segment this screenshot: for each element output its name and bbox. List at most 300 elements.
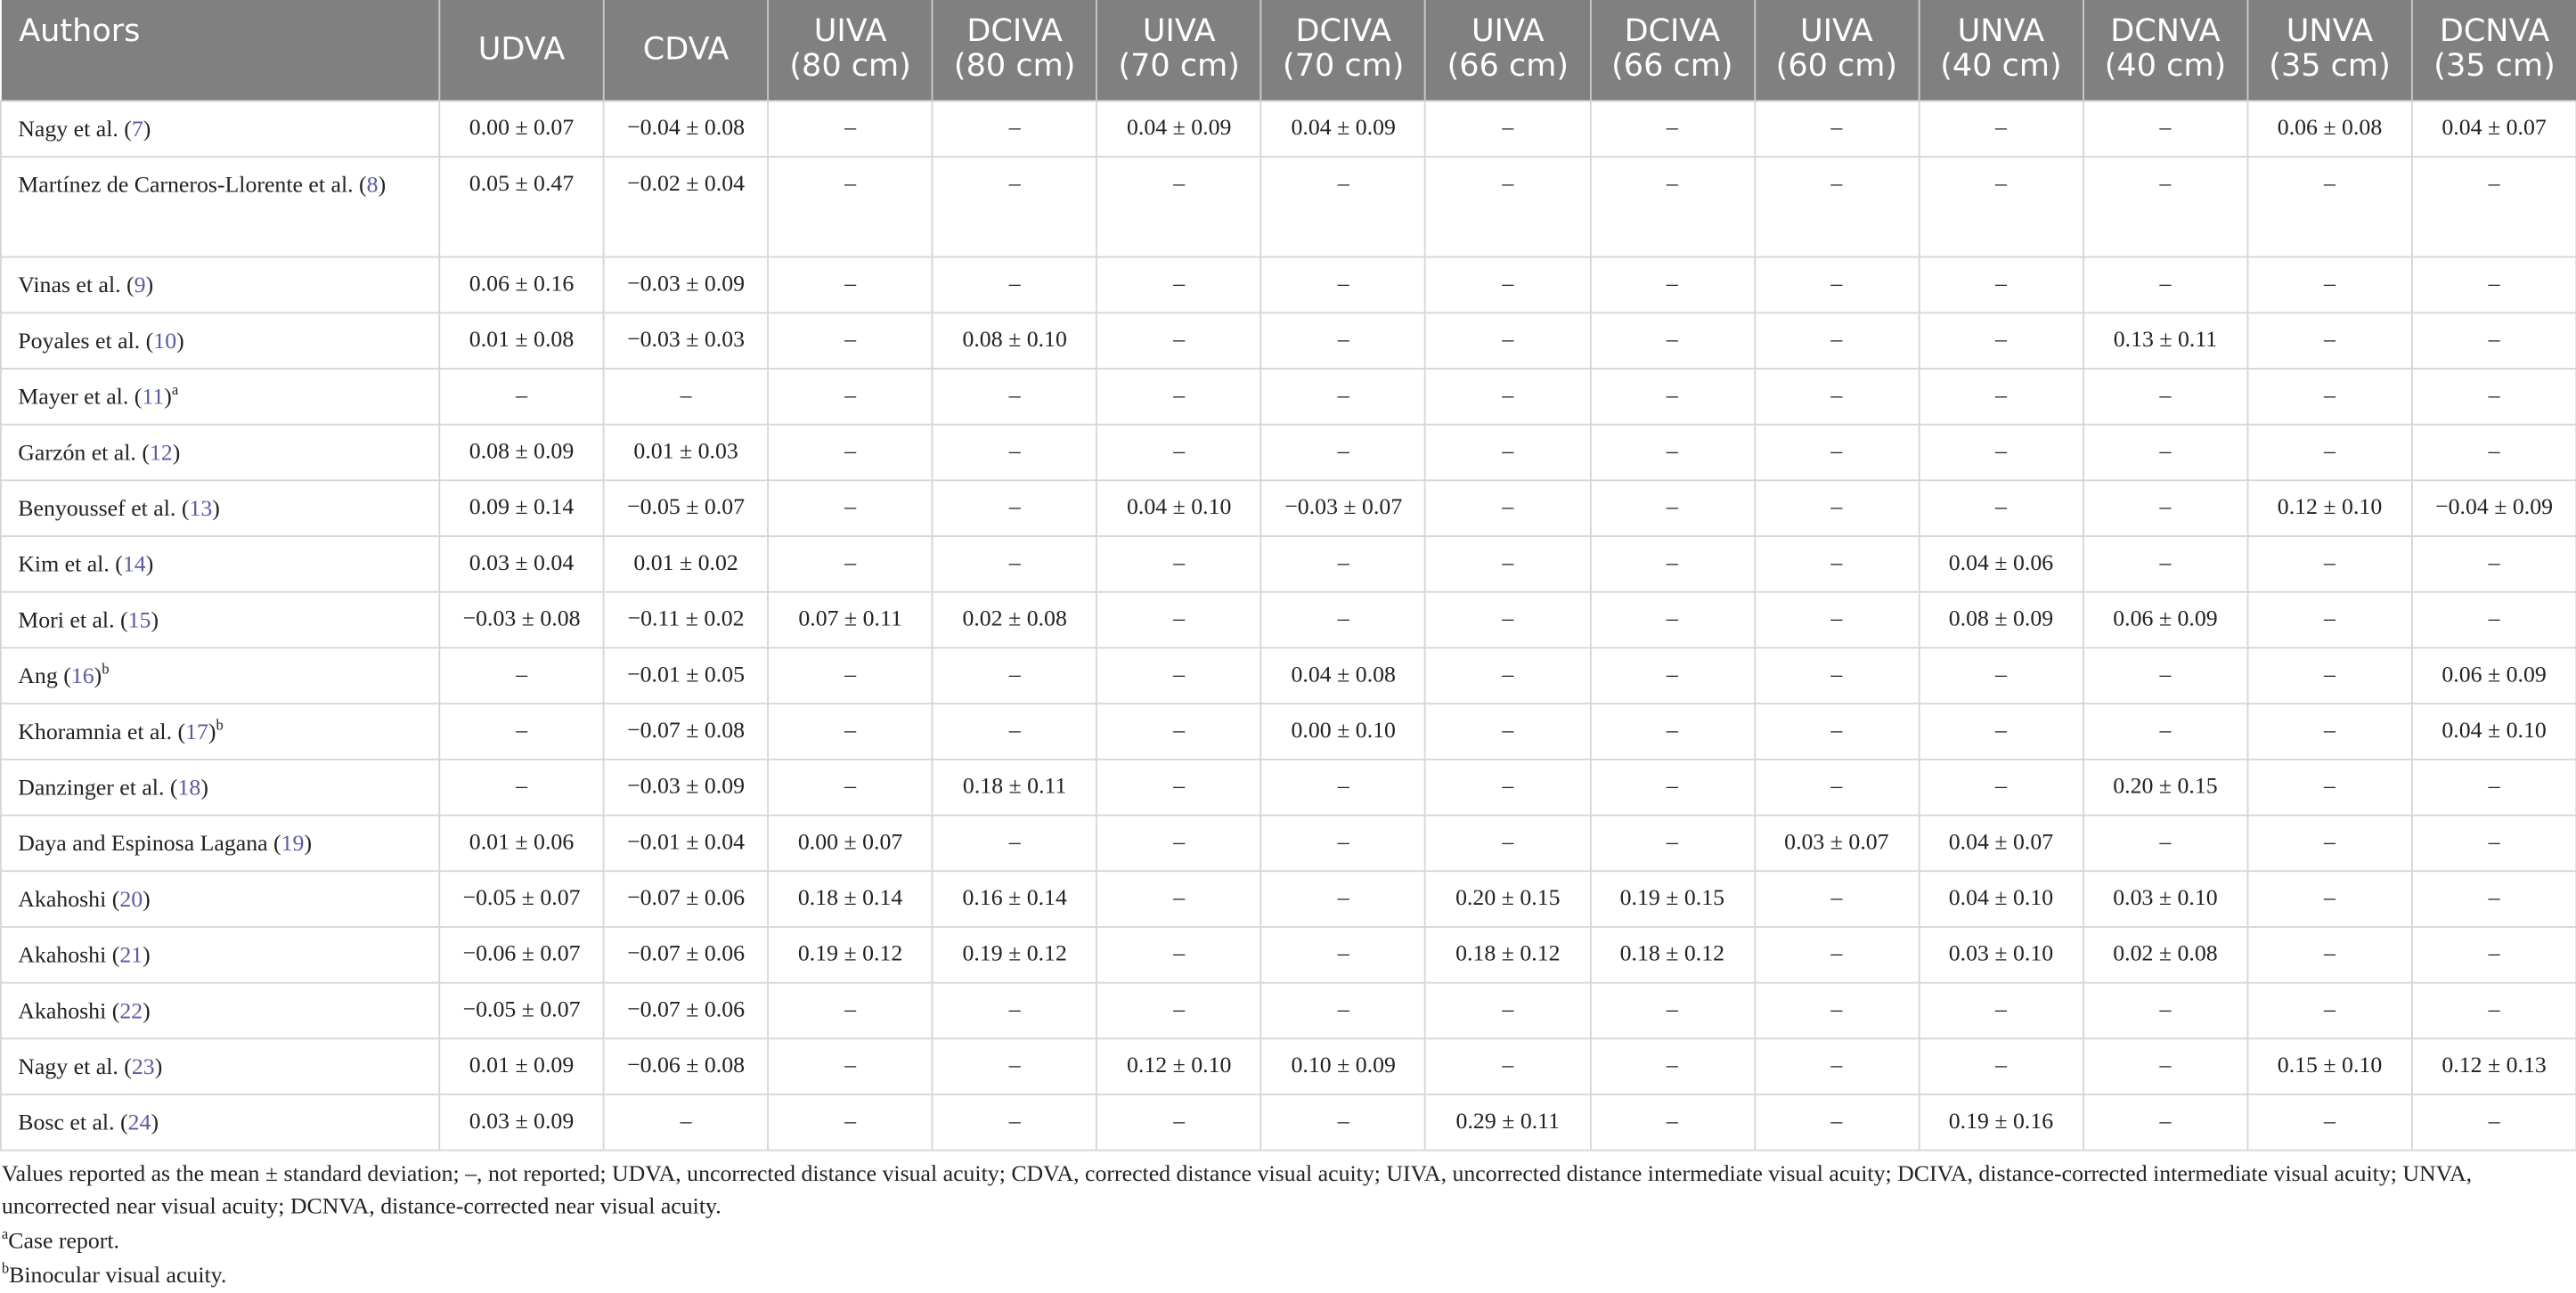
value-cell: – bbox=[1426, 647, 1591, 703]
value-cell: – bbox=[2412, 256, 2576, 313]
author-name: Mayer et al. bbox=[18, 385, 129, 411]
value-cell: – bbox=[2412, 535, 2576, 591]
table-notes bbox=[0, 1151, 2575, 1293]
value-cell: – bbox=[933, 647, 1097, 703]
value-cell: – bbox=[1590, 256, 1755, 313]
reference-link[interactable]: 14 bbox=[122, 552, 146, 578]
table-row bbox=[1, 1037, 2576, 1094]
column-header: UDVA bbox=[439, 0, 604, 100]
value-cell: 0.04 ± 0.10 bbox=[1919, 870, 2083, 926]
value-cell: – bbox=[2412, 591, 2576, 647]
author-cell: Benyoussef et al. (13) bbox=[1, 479, 439, 535]
reference-link[interactable]: 15 bbox=[127, 608, 151, 633]
value-cell: – bbox=[1590, 703, 1755, 759]
value-cell: 0.04 ± 0.10 bbox=[1096, 479, 1261, 535]
author-cell: Akahoshi (21) bbox=[1, 926, 439, 982]
value-cell: – bbox=[768, 256, 933, 313]
table-row bbox=[1, 368, 2576, 424]
table-row bbox=[1, 156, 2576, 256]
value-cell: – bbox=[2247, 156, 2412, 256]
author-name: Nagy et al. bbox=[18, 117, 118, 142]
value-cell: – bbox=[1426, 703, 1591, 759]
author-name: Vinas et al. bbox=[18, 273, 121, 298]
footnote-b bbox=[2, 1258, 2576, 1293]
value-cell: 0.19 ± 0.15 bbox=[1590, 870, 1755, 926]
value-cell: – bbox=[933, 256, 1097, 313]
reference-link[interactable]: 23 bbox=[131, 1054, 155, 1080]
value-cell: – bbox=[1919, 156, 2083, 256]
value-cell: – bbox=[1755, 479, 1920, 535]
value-cell: 0.01 ± 0.06 bbox=[439, 815, 604, 871]
value-cell: – bbox=[1096, 591, 1261, 647]
value-cell: 0.18 ± 0.14 bbox=[768, 870, 933, 926]
value-cell: – bbox=[2083, 156, 2248, 256]
value-cell: – bbox=[2247, 535, 2412, 591]
table-row bbox=[1, 982, 2576, 1038]
table-row bbox=[1, 815, 2576, 871]
author-cell: Bosc et al. (24) bbox=[1, 1094, 439, 1150]
value-cell: 0.00 ± 0.10 bbox=[1261, 703, 1426, 759]
value-cell: – bbox=[933, 156, 1097, 256]
value-cell: – bbox=[2247, 926, 2412, 982]
value-cell: – bbox=[2083, 982, 2248, 1038]
value-cell: – bbox=[1426, 1037, 1591, 1094]
value-cell: 0.00 ± 0.07 bbox=[439, 100, 604, 156]
author-name: Daya and Espinosa Lagana bbox=[18, 831, 268, 857]
value-cell: 0.04 ± 0.09 bbox=[1096, 100, 1261, 156]
value-cell: – bbox=[1755, 156, 1920, 256]
value-cell: −0.02 ± 0.04 bbox=[604, 156, 769, 256]
value-cell: 0.02 ± 0.08 bbox=[933, 591, 1097, 647]
value-cell: – bbox=[1261, 982, 1426, 1038]
value-cell: 0.06 ± 0.09 bbox=[2083, 591, 2248, 647]
value-cell: – bbox=[1426, 368, 1591, 424]
value-cell: 0.03 ± 0.09 bbox=[439, 1094, 604, 1150]
value-cell: −0.07 ± 0.06 bbox=[604, 870, 769, 926]
value-cell: – bbox=[1590, 368, 1755, 424]
value-cell: – bbox=[1755, 1094, 1920, 1150]
value-cell: 0.16 ± 0.14 bbox=[933, 870, 1097, 926]
value-cell: – bbox=[768, 312, 933, 368]
author-cell: Nagy et al. (23) bbox=[1, 1037, 439, 1094]
value-cell: – bbox=[2083, 1037, 2248, 1094]
author-cell: Martínez de Carneros-Llorente et al. (8) bbox=[1, 156, 439, 256]
value-cell: 0.06 ± 0.16 bbox=[439, 256, 604, 313]
value-cell: – bbox=[768, 479, 933, 535]
value-cell: – bbox=[604, 368, 769, 424]
column-header: UIVA (66 cm) bbox=[1426, 0, 1591, 100]
table-row bbox=[1, 424, 2576, 480]
value-cell: – bbox=[1755, 703, 1920, 759]
value-cell: – bbox=[1261, 1094, 1426, 1150]
value-cell: – bbox=[1755, 759, 1920, 815]
value-cell: – bbox=[1919, 256, 2083, 313]
author-name: Poyales et al. bbox=[18, 329, 141, 354]
value-cell: 0.19 ± 0.12 bbox=[933, 926, 1097, 982]
reference-link[interactable]: 9 bbox=[134, 273, 146, 298]
column-header: DCNVA (40 cm) bbox=[2083, 0, 2248, 100]
value-cell: – bbox=[2247, 759, 2412, 815]
column-header: UNVA (40 cm) bbox=[1919, 0, 2083, 100]
value-cell: 0.04 ± 0.10 bbox=[2412, 703, 2576, 759]
value-cell: −0.04 ± 0.08 bbox=[604, 100, 769, 156]
value-cell: – bbox=[768, 156, 933, 256]
value-cell: – bbox=[1755, 647, 1920, 703]
value-cell: – bbox=[1426, 312, 1591, 368]
value-cell: – bbox=[1590, 100, 1755, 156]
value-cell: – bbox=[933, 815, 1097, 871]
value-cell: – bbox=[1755, 591, 1920, 647]
footnote-a-mark: a bbox=[1, 1224, 9, 1241]
value-cell: – bbox=[1096, 156, 1261, 256]
value-cell: – bbox=[1261, 424, 1426, 480]
value-cell: – bbox=[1919, 312, 2083, 368]
value-cell: – bbox=[1261, 926, 1426, 982]
author-name: Khoramnia et al. bbox=[18, 720, 173, 745]
value-cell: – bbox=[2083, 256, 2248, 313]
value-cell: – bbox=[2083, 1094, 2248, 1150]
value-cell: – bbox=[933, 1037, 1097, 1094]
value-cell: – bbox=[2412, 870, 2576, 926]
table-row bbox=[1, 759, 2576, 815]
value-cell: – bbox=[2412, 982, 2576, 1038]
value-cell: – bbox=[2083, 815, 2248, 871]
value-cell: – bbox=[2247, 815, 2412, 871]
value-cell: – bbox=[1096, 870, 1261, 926]
reference-link[interactable]: 21 bbox=[119, 943, 143, 969]
reference-link[interactable]: 11 bbox=[142, 385, 165, 411]
value-cell: – bbox=[1426, 479, 1591, 535]
value-cell: – bbox=[2412, 1094, 2576, 1150]
reference-link[interactable]: 7 bbox=[131, 117, 143, 142]
column-header: UIVA (60 cm) bbox=[1755, 0, 1920, 100]
value-cell: 0.06 ± 0.09 bbox=[2412, 647, 2576, 703]
value-cell: – bbox=[1590, 1094, 1755, 1150]
value-cell: – bbox=[1426, 759, 1591, 815]
value-cell: – bbox=[2412, 156, 2576, 256]
value-cell: – bbox=[768, 424, 933, 480]
value-cell: – bbox=[439, 759, 604, 815]
author-name: Bosc et al. bbox=[18, 1110, 115, 1136]
author-name: Akahoshi bbox=[18, 999, 107, 1024]
value-cell: – bbox=[1590, 479, 1755, 535]
author-cell: Garzón et al. (12) bbox=[1, 424, 439, 480]
value-cell: 0.20 ± 0.15 bbox=[2083, 759, 2248, 815]
value-cell: – bbox=[2412, 759, 2576, 815]
author-name: Martínez de Carneros-Llorente et al. bbox=[18, 173, 354, 199]
value-cell: – bbox=[768, 1094, 933, 1150]
value-cell: – bbox=[933, 479, 1097, 535]
table-row bbox=[1, 926, 2576, 982]
reference-link[interactable]: 16 bbox=[70, 663, 94, 689]
value-cell: 0.12 ± 0.13 bbox=[2412, 1037, 2576, 1094]
value-cell: – bbox=[1426, 100, 1591, 156]
reference-link[interactable]: 24 bbox=[127, 1110, 151, 1136]
value-cell: – bbox=[439, 647, 604, 703]
value-cell: – bbox=[2412, 368, 2576, 424]
value-cell: – bbox=[1096, 759, 1261, 815]
value-cell: – bbox=[1755, 870, 1920, 926]
value-cell: 0.01 ± 0.09 bbox=[439, 1037, 604, 1094]
author-name: Garzón et al. bbox=[18, 441, 136, 466]
column-header: DCNVA (35 cm) bbox=[2412, 0, 2576, 100]
table-row bbox=[1, 256, 2576, 313]
value-cell: 0.08 ± 0.09 bbox=[1919, 591, 2083, 647]
value-cell: 0.19 ± 0.16 bbox=[1919, 1094, 2083, 1150]
value-cell: −0.06 ± 0.07 bbox=[439, 926, 604, 982]
value-cell: 0.19 ± 0.12 bbox=[768, 926, 933, 982]
value-cell: – bbox=[933, 100, 1097, 156]
footnote-marker: b bbox=[102, 659, 110, 677]
value-cell: 0.03 ± 0.10 bbox=[1919, 926, 2083, 982]
value-cell: −0.03 ± 0.09 bbox=[604, 256, 769, 313]
author-name: Akahoshi bbox=[18, 887, 107, 913]
value-cell: – bbox=[1755, 312, 1920, 368]
value-cell: – bbox=[768, 703, 933, 759]
value-cell: – bbox=[1096, 312, 1261, 368]
value-cell: – bbox=[1755, 368, 1920, 424]
author-cell: Akahoshi (20) bbox=[1, 870, 439, 926]
value-cell: 0.06 ± 0.08 bbox=[2247, 100, 2412, 156]
value-cell: −0.07 ± 0.06 bbox=[604, 982, 769, 1038]
value-cell: – bbox=[1096, 256, 1261, 313]
author-cell: Vinas et al. (9) bbox=[1, 256, 439, 313]
value-cell: – bbox=[1261, 156, 1426, 256]
value-cell: – bbox=[1755, 1037, 1920, 1094]
value-cell: – bbox=[2412, 815, 2576, 871]
reference-link[interactable]: 17 bbox=[185, 720, 208, 745]
value-cell: 0.05 ± 0.47 bbox=[439, 156, 604, 256]
value-cell: – bbox=[768, 982, 933, 1038]
reference-link[interactable]: 20 bbox=[119, 887, 143, 913]
value-cell: – bbox=[1096, 647, 1261, 703]
author-cell: Poyales et al. (10) bbox=[1, 312, 439, 368]
value-cell: – bbox=[768, 100, 933, 156]
value-cell: 0.07 ± 0.11 bbox=[768, 591, 933, 647]
reference-link[interactable]: 18 bbox=[177, 776, 201, 801]
author-cell: Nagy et al. (7) bbox=[1, 100, 439, 156]
value-cell: – bbox=[1919, 647, 2083, 703]
value-cell: – bbox=[1590, 982, 1755, 1038]
author-name: Ang bbox=[18, 663, 58, 689]
table-row bbox=[1, 100, 2576, 156]
value-cell: 0.20 ± 0.15 bbox=[1426, 870, 1591, 926]
value-cell: −0.01 ± 0.05 bbox=[604, 647, 769, 703]
value-cell: – bbox=[1590, 1037, 1755, 1094]
value-cell: – bbox=[1426, 424, 1591, 480]
value-cell: −0.11 ± 0.02 bbox=[604, 591, 769, 647]
value-cell: – bbox=[2412, 424, 2576, 480]
value-cell: −0.03 ± 0.09 bbox=[604, 759, 769, 815]
footnote-marker: b bbox=[216, 715, 224, 733]
table-row bbox=[1, 1094, 2576, 1150]
value-cell: 0.04 ± 0.06 bbox=[1919, 535, 2083, 591]
value-cell: −0.04 ± 0.09 bbox=[2412, 479, 2576, 535]
footnote-a bbox=[2, 1224, 2576, 1259]
value-cell: – bbox=[1261, 312, 1426, 368]
author-name: Akahoshi bbox=[18, 943, 107, 969]
value-cell: – bbox=[2247, 647, 2412, 703]
value-cell: 0.18 ± 0.11 bbox=[933, 759, 1097, 815]
value-cell: – bbox=[2083, 424, 2248, 480]
value-cell: – bbox=[1919, 368, 2083, 424]
reference-link[interactable]: 13 bbox=[189, 496, 213, 522]
value-cell: −0.03 ± 0.07 bbox=[1261, 479, 1426, 535]
value-cell: – bbox=[1426, 815, 1591, 871]
value-cell: 0.04 ± 0.08 bbox=[1261, 647, 1426, 703]
value-cell: – bbox=[1590, 535, 1755, 591]
value-cell: −0.03 ± 0.03 bbox=[604, 312, 769, 368]
column-header: DCIVA (80 cm) bbox=[933, 0, 1097, 100]
author-cell: Daya and Espinosa Lagana (19) bbox=[1, 815, 439, 871]
value-cell: 0.13 ± 0.11 bbox=[2083, 312, 2248, 368]
reference-link[interactable]: 8 bbox=[366, 173, 379, 199]
reference-link[interactable]: 12 bbox=[149, 441, 173, 466]
author-name: Benyoussef et al. bbox=[18, 496, 176, 522]
value-cell: – bbox=[933, 424, 1097, 480]
abbreviations-note: Values reported as the mean ± standard deviation; –, not reported; UDVA, uncorrected distance visual acuity; CDVA, corrected distance visual acuity; UIVA, uncorrected distance intermediate visual acuity; DCIVA, distance-corrected intermediate visual acuity; UNVA, uncorrected near visual acuity; DCNVA, distance-corrected near visual acuity. bbox=[1, 1161, 2473, 1220]
value-cell: – bbox=[1755, 926, 1920, 982]
value-cell: – bbox=[2083, 100, 2248, 156]
value-cell: – bbox=[768, 1037, 933, 1094]
value-cell: – bbox=[2247, 312, 2412, 368]
value-cell: 0.12 ± 0.10 bbox=[1096, 1037, 1261, 1094]
author-cell: Khoramnia et al. $(17)^b$ bbox=[1, 703, 439, 759]
column-header: CDVA bbox=[604, 0, 769, 100]
value-cell: – bbox=[768, 647, 933, 703]
value-cell: – bbox=[2247, 982, 2412, 1038]
value-cell: – bbox=[1590, 312, 1755, 368]
value-cell: – bbox=[1919, 424, 2083, 480]
table-row bbox=[1, 647, 2576, 703]
reference-link[interactable]: 22 bbox=[119, 999, 143, 1024]
value-cell: 0.04 ± 0.09 bbox=[1261, 100, 1426, 156]
value-cell: −0.05 ± 0.07 bbox=[604, 479, 769, 535]
value-cell: – bbox=[1919, 100, 2083, 156]
value-cell: – bbox=[1755, 535, 1920, 591]
value-cell: – bbox=[1426, 982, 1591, 1038]
table-row bbox=[1, 703, 2576, 759]
value-cell: 0.10 ± 0.09 bbox=[1261, 1037, 1426, 1094]
value-cell: 0.08 ± 0.10 bbox=[933, 312, 1097, 368]
value-cell: – bbox=[439, 368, 604, 424]
value-cell: −0.05 ± 0.07 bbox=[439, 870, 604, 926]
value-cell: – bbox=[933, 982, 1097, 1038]
value-cell: 0.15 ± 0.10 bbox=[2247, 1037, 2412, 1094]
value-cell: – bbox=[1096, 535, 1261, 591]
value-cell: 0.02 ± 0.08 bbox=[2083, 926, 2248, 982]
value-cell: 0.12 ± 0.10 bbox=[2247, 479, 2412, 535]
value-cell: – bbox=[1096, 815, 1261, 871]
author-name: Kim et al. bbox=[18, 552, 110, 578]
value-cell: – bbox=[1755, 100, 1920, 156]
author-name: Danzinger et al. bbox=[18, 776, 165, 801]
value-cell: – bbox=[1261, 870, 1426, 926]
value-cell: – bbox=[1755, 982, 1920, 1038]
column-header: DCIVA (70 cm) bbox=[1261, 0, 1426, 100]
value-cell: 0.04 ± 0.07 bbox=[1919, 815, 2083, 871]
value-cell: – bbox=[1096, 982, 1261, 1038]
value-cell: – bbox=[1261, 368, 1426, 424]
value-cell: – bbox=[1261, 759, 1426, 815]
author-cell: Mori et al. (15) bbox=[1, 591, 439, 647]
header-row bbox=[1, 0, 2576, 100]
value-cell: – bbox=[2083, 479, 2248, 535]
value-cell: – bbox=[1590, 591, 1755, 647]
footnote-b-mark: b bbox=[1, 1259, 10, 1276]
value-cell: 0.01 ± 0.02 bbox=[604, 535, 769, 591]
table-row bbox=[1, 312, 2576, 368]
value-cell: – bbox=[768, 759, 933, 815]
value-cell: – bbox=[768, 368, 933, 424]
value-cell: −0.05 ± 0.07 bbox=[439, 982, 604, 1038]
value-cell: – bbox=[2247, 870, 2412, 926]
author-cell: Mayer et al. $(11)^a$ bbox=[1, 368, 439, 424]
value-cell: – bbox=[1590, 647, 1755, 703]
value-cell: 0.03 ± 0.04 bbox=[439, 535, 604, 591]
author-cell: Ang $(16)^b$ bbox=[1, 647, 439, 703]
value-cell: – bbox=[2247, 591, 2412, 647]
value-cell: – bbox=[1096, 926, 1261, 982]
value-cell: 0.08 ± 0.09 bbox=[439, 424, 604, 480]
value-cell: 0.18 ± 0.12 bbox=[1590, 926, 1755, 982]
value-cell: – bbox=[2247, 368, 2412, 424]
author-name: Nagy et al. bbox=[18, 1054, 118, 1080]
value-cell: – bbox=[1261, 815, 1426, 871]
value-cell: – bbox=[1919, 703, 2083, 759]
value-cell: −0.07 ± 0.06 bbox=[604, 926, 769, 982]
value-cell: – bbox=[1096, 368, 1261, 424]
value-cell: – bbox=[1755, 256, 1920, 313]
value-cell: – bbox=[1919, 982, 2083, 1038]
reference-link[interactable]: 19 bbox=[281, 831, 305, 857]
author-cell: Kim et al. (14) bbox=[1, 535, 439, 591]
reference-link[interactable]: 10 bbox=[153, 329, 177, 354]
value-cell: 0.04 ± 0.07 bbox=[2412, 100, 2576, 156]
footnote-marker: a bbox=[171, 380, 179, 397]
value-cell: – bbox=[2083, 368, 2248, 424]
column-header: UNVA (35 cm) bbox=[2247, 0, 2412, 100]
value-cell: – bbox=[1261, 256, 1426, 313]
value-cell: – bbox=[2247, 256, 2412, 313]
value-cell: 0.03 ± 0.10 bbox=[2083, 870, 2248, 926]
value-cell: −0.03 ± 0.08 bbox=[439, 591, 604, 647]
table-body bbox=[1, 100, 2576, 1149]
value-cell: 0.01 ± 0.03 bbox=[604, 424, 769, 480]
value-cell: – bbox=[1426, 535, 1591, 591]
value-cell: – bbox=[439, 703, 604, 759]
value-cell: 0.09 ± 0.14 bbox=[439, 479, 604, 535]
value-cell: – bbox=[1755, 424, 1920, 480]
value-cell: – bbox=[2083, 535, 2248, 591]
table-row bbox=[1, 591, 2576, 647]
value-cell: – bbox=[2083, 703, 2248, 759]
author-cell: Akahoshi (22) bbox=[1, 982, 439, 1038]
value-cell: −0.07 ± 0.08 bbox=[604, 703, 769, 759]
value-cell: – bbox=[1426, 256, 1591, 313]
value-cell: – bbox=[1426, 591, 1591, 647]
value-cell: 0.00 ± 0.07 bbox=[768, 815, 933, 871]
value-cell: – bbox=[1426, 156, 1591, 256]
value-cell: – bbox=[1261, 535, 1426, 591]
value-cell: – bbox=[2083, 647, 2248, 703]
value-cell: – bbox=[2412, 312, 2576, 368]
value-cell: – bbox=[2247, 424, 2412, 480]
value-cell: – bbox=[933, 368, 1097, 424]
value-cell: – bbox=[1261, 591, 1426, 647]
value-cell: −0.06 ± 0.08 bbox=[604, 1037, 769, 1094]
table-header bbox=[1, 0, 2576, 100]
